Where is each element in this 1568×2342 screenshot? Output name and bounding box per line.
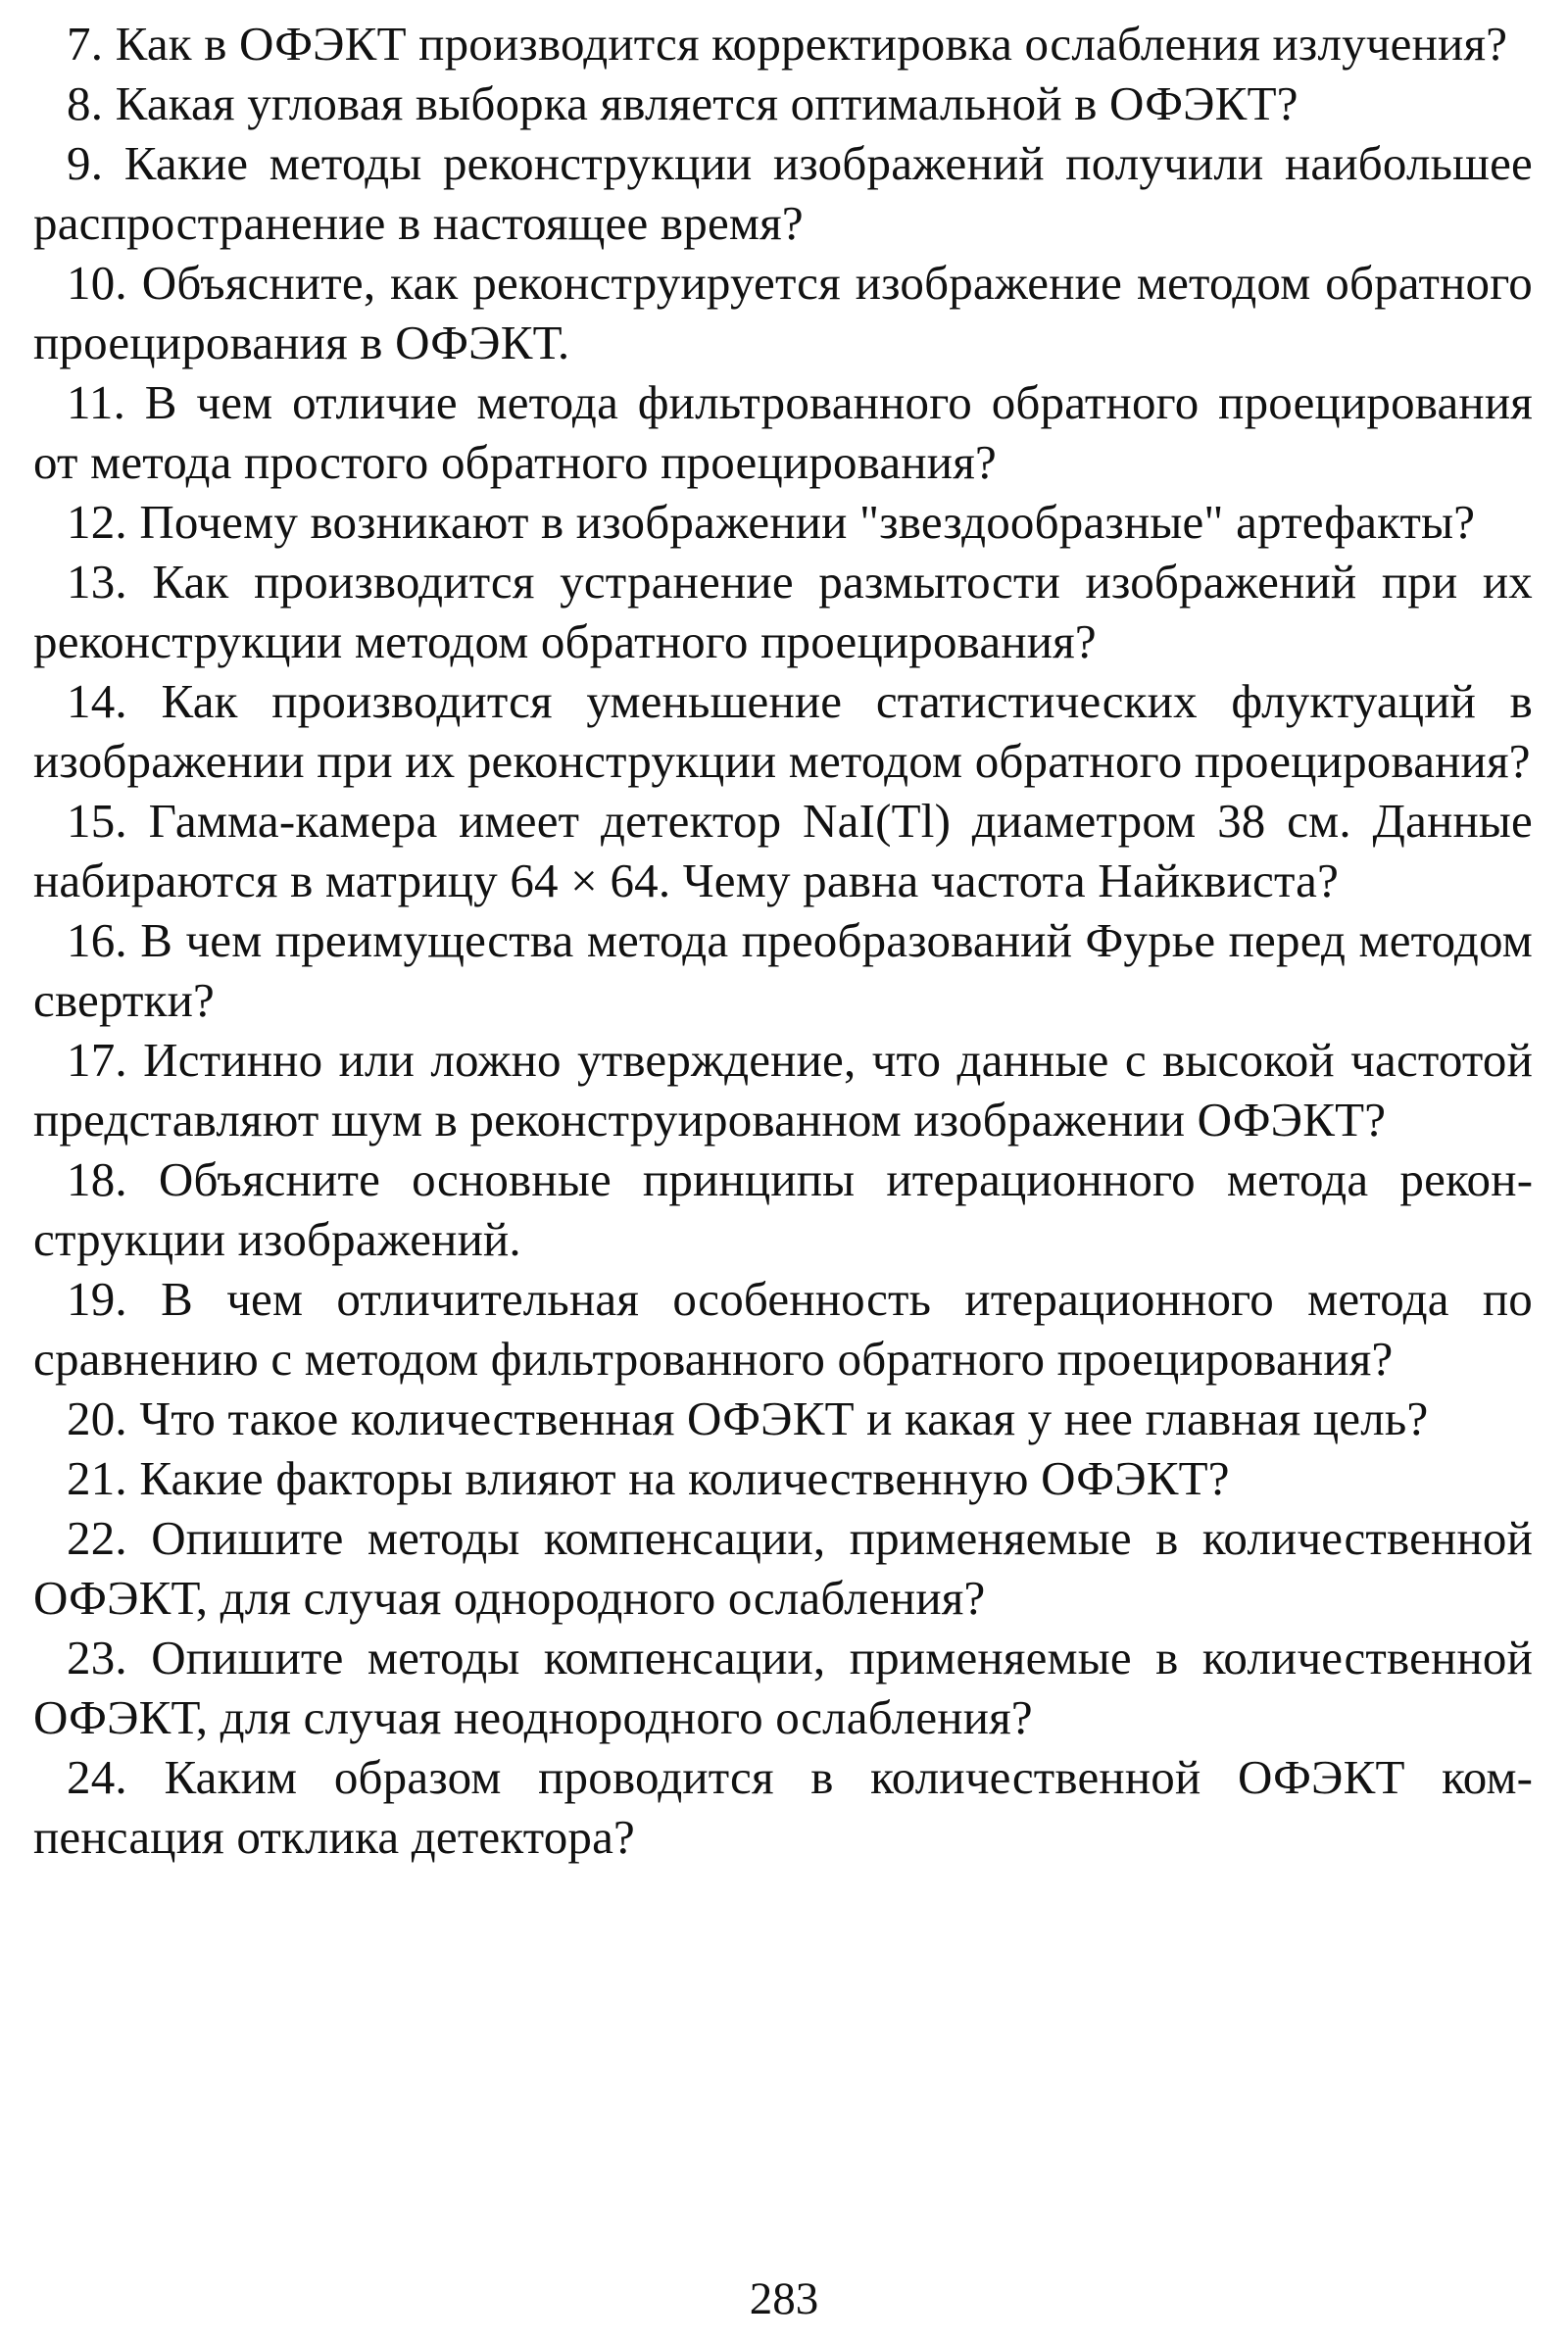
question-number: 16. [67, 913, 127, 967]
question-9 [33, 133, 1533, 253]
question-13 [33, 552, 1533, 671]
question-text: Объясните, как реконструируется изображение методом обратного проецирования в ОФЭКТ. [33, 256, 1533, 369]
question-number: 11. [67, 375, 126, 429]
question-16 [33, 910, 1533, 1030]
question-15 [33, 791, 1533, 910]
question-text: В чем преимущества метода преобразований Фурье перед методом свертки? [33, 913, 1534, 1027]
question-text: Опишите методы компенсации, применяемые в количественной ОФЭКТ, для случая однородного ослабления? [33, 1511, 1534, 1625]
question-text: Истинно или ложно утверждение, что данные с высокой частотой представляют шум в реконструированном изображении ОФЭКТ? [33, 1033, 1533, 1147]
question-number: 12. [67, 495, 127, 549]
question-20 [33, 1389, 1533, 1448]
question-number: 19. [67, 1272, 127, 1326]
question-23 [33, 1628, 1533, 1747]
question-14 [33, 671, 1533, 791]
question-number: 9. [67, 136, 104, 190]
question-number: 22. [67, 1511, 127, 1565]
question-text: Как производится уменьшение статистических флуктуаций в изображении при их реконструкции методом обратного проецирования? [33, 674, 1534, 788]
question-text: Что такое количественная ОФЭКТ и какая у нее главная цель? [139, 1391, 1429, 1445]
question-text: Какие факторы влияют на количественную ОФЭКТ? [139, 1451, 1230, 1505]
question-number: 18. [67, 1152, 127, 1206]
question-text: Какая угловая выборка является оптимальной в ОФЭКТ? [115, 76, 1298, 130]
question-10 [33, 253, 1533, 372]
question-number: 17. [67, 1033, 127, 1087]
question-text: Почему возникают в изображении "звездообразные" артефакты? [139, 495, 1476, 549]
question-number: 14. [67, 674, 127, 728]
question-number: 21. [67, 1451, 127, 1505]
question-text: Опишите методы компенсации, применяемые в количественной ОФЭКТ, для случая неоднородного ослабления? [33, 1631, 1534, 1744]
question-21 [33, 1448, 1533, 1508]
question-number: 23. [67, 1631, 127, 1684]
question-list [33, 14, 1533, 1867]
question-text: В чем отличительная особенность итерационного метода по сравнению с методом фильтрованного обратного проецирования? [33, 1272, 1534, 1386]
question-number: 15. [67, 794, 127, 848]
question-text: Каким образом проводится в количественной ОФЭКТ компенсация отклика детектора? [33, 1750, 1533, 1864]
question-text: Какие методы реконструкции изображений получили наибольшее распространение в настоящее время? [33, 136, 1533, 250]
question-22 [33, 1508, 1533, 1628]
question-number: 7. [67, 17, 104, 71]
page-number: 283 [749, 2273, 819, 2324]
question-17 [33, 1030, 1533, 1149]
question-7 [33, 14, 1533, 73]
question-8 [33, 73, 1533, 133]
question-11 [33, 372, 1533, 492]
question-18 [33, 1149, 1533, 1269]
question-text: В чем отличие метода фильтрованного обратного проецирования от метода простого обратного проецирования? [33, 375, 1533, 489]
question-number: 10. [67, 256, 127, 310]
question-number: 8. [67, 76, 104, 130]
question-12 [33, 492, 1533, 552]
question-number: 20. [67, 1391, 127, 1445]
question-number: 24. [67, 1750, 127, 1804]
question-number: 13. [67, 555, 127, 609]
question-text: Гамма-камера имеет детектор NaI(Tl) диаметром 38 см. Данные набираются в матрицу 64 × 64. Чему равна частота Найквиста? [33, 794, 1533, 907]
question-24 [33, 1747, 1533, 1867]
question-text: Как производится устранение размытости изображений при их реконструкции методом обратного проецирования? [33, 555, 1533, 668]
question-text: Объясните основные принципы итерационного метода реконструкции изображений. [33, 1152, 1534, 1266]
question-19 [33, 1269, 1533, 1389]
question-text: Как в ОФЭКТ производится корректировка ослабления излучения? [115, 17, 1508, 71]
